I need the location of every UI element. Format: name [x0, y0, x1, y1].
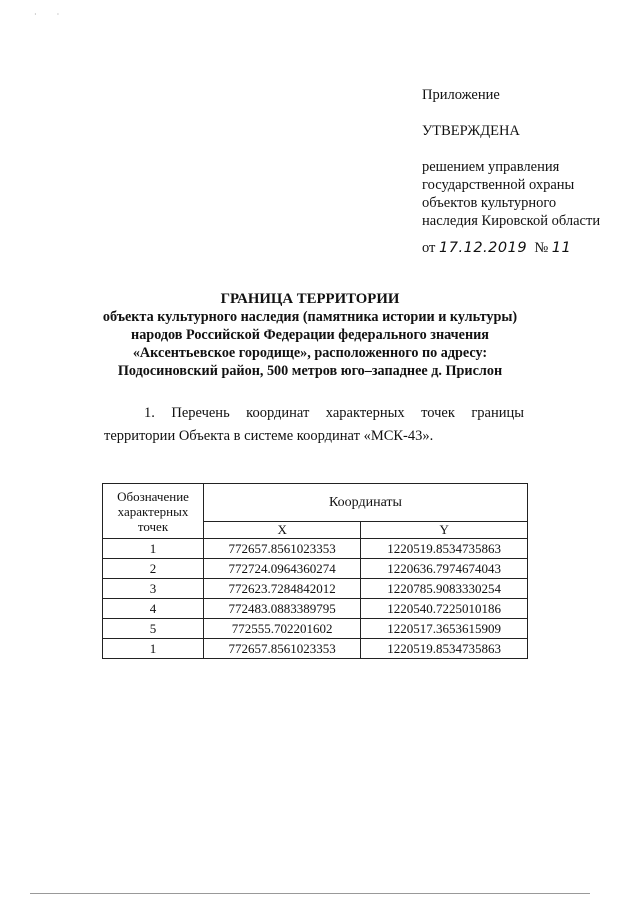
paragraph-text: 1. Перечень координат характерных точек границы территории Объекта в системе координат «МСК-43».: [104, 405, 524, 444]
cell-y: 1220785.9083330254: [361, 579, 528, 599]
document-title: [100, 290, 520, 380]
cell-x: 772483.0883389795: [204, 599, 361, 619]
date-prefix: от: [422, 240, 436, 256]
appendix-label: Приложение: [422, 87, 500, 103]
cell-y: 1220517.3653615909: [361, 619, 528, 639]
title-line: «Аксентьевское городище», расположенного по адресу:: [132, 345, 488, 361]
cell-y: 1220540.7225010186: [361, 599, 528, 619]
handwritten-number: 11: [551, 240, 572, 256]
cell-point: 1: [103, 639, 204, 659]
date-line: [422, 239, 637, 257]
handwritten-date: 17.12.2019: [439, 240, 528, 256]
header-coordinates: Координаты: [204, 484, 528, 522]
cell-point: 1: [103, 539, 204, 559]
bottom-edge-line: [30, 893, 590, 894]
coordinates-table: [102, 483, 528, 659]
cell-y: 1220519.8534735863: [361, 639, 528, 659]
header-points: Обозначение характерных точек: [103, 484, 204, 539]
scan-specks: · ·: [34, 10, 60, 19]
cell-point: 4: [103, 599, 204, 619]
cell-point: 5: [103, 619, 204, 639]
decision-line: наследия Кировской области: [422, 213, 601, 229]
number-label: №: [534, 240, 549, 256]
cell-point: 2: [103, 559, 204, 579]
title-heading: ГРАНИЦА ТЕРРИТОРИИ: [220, 291, 400, 307]
cell-y: 1220519.8534735863: [361, 539, 528, 559]
approved-label: УТВЕРЖДЕНА: [422, 123, 520, 139]
cell-x: 772623.7284842012: [204, 579, 361, 599]
decision-line: объектов культурного: [422, 195, 557, 211]
coordinates-paragraph: [104, 402, 524, 448]
decision-line: решением управления: [422, 159, 560, 175]
table-row: [103, 639, 528, 659]
decision-line: государственной охраны: [422, 177, 575, 193]
cell-x: 772555.702201602: [204, 619, 361, 639]
header-y: Y: [361, 521, 528, 538]
table-row: [103, 539, 528, 559]
approval-block: [422, 86, 637, 257]
title-line: Подосиновский район, 500 метров юго–западнее д. Прислон: [117, 363, 503, 379]
cell-x: 772657.8561023353: [204, 639, 361, 659]
cell-x: 772657.8561023353: [204, 539, 361, 559]
title-line: народов Российской Федерации федерального значения: [131, 327, 489, 343]
table-row: [103, 619, 528, 639]
table-row: [103, 559, 528, 579]
cell-x: 772724.0964360274: [204, 559, 361, 579]
table-row: [103, 599, 528, 619]
table-row: [103, 579, 528, 599]
cell-point: 3: [103, 579, 204, 599]
header-x: X: [204, 521, 361, 538]
title-line: объекта культурного наследия (памятника истории и культуры): [102, 309, 518, 325]
cell-y: 1220636.7974674043: [361, 559, 528, 579]
table-body: [103, 539, 528, 659]
